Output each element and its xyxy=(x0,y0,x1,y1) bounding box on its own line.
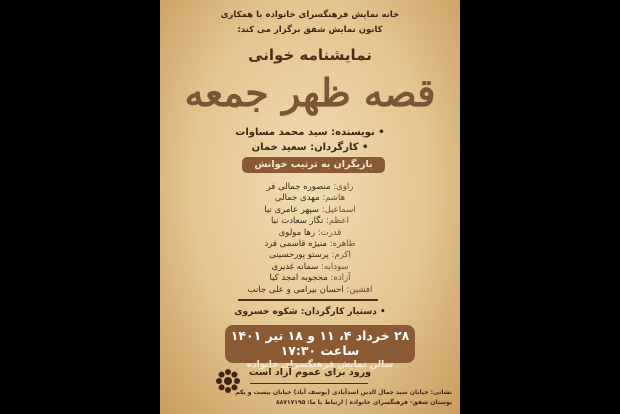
cast-role: سودابه: xyxy=(321,261,349,272)
cast-header: بازیگران به ترتیب خوانش xyxy=(242,157,385,173)
cast-role: راوی: xyxy=(333,182,354,192)
divider-2 xyxy=(250,383,368,384)
cast-name: رها مولوی xyxy=(278,227,316,238)
cast-name: نگار سعادت نیا xyxy=(271,216,324,227)
cast-name: منیژه قاسمی فرد xyxy=(264,239,327,249)
cast-role: هاشم: xyxy=(322,193,346,204)
date-box xyxy=(225,325,415,370)
cast-role: قدرت: xyxy=(317,227,342,238)
cast-role: اعظم: xyxy=(326,216,349,227)
cast-item xyxy=(160,250,460,260)
cast-item xyxy=(160,182,460,192)
venue: سالن نمایش فرهنگسرای خانواده xyxy=(246,360,394,370)
cast-role: اکرم: xyxy=(331,250,351,261)
poster-title: قصه ظهر جمعه xyxy=(184,70,436,115)
cast-role: آزاده: xyxy=(330,273,351,284)
cast-item xyxy=(160,205,460,215)
cast-item xyxy=(160,285,460,295)
cast-item xyxy=(160,216,460,226)
writer: • نویسنده: سید محمد مساوات xyxy=(235,127,385,138)
poster xyxy=(160,0,460,414)
intro-line-2: کانون نمایش شفق برگزار می کند: xyxy=(237,25,383,35)
cast-name: محجوبه امجد کیا xyxy=(269,273,328,284)
cast-name: پرستو پورحسینی xyxy=(269,250,329,261)
assistant-director: • دستیار کارگردان: شکوه خسروی xyxy=(234,307,386,317)
cast-name: سمانه غدیری xyxy=(271,261,319,272)
cast-name: احسان بیرامی و علی جانب xyxy=(247,284,344,295)
cast-name: سپهر عامری نیا xyxy=(264,204,320,215)
subtitle: نمایشنامه خوانی xyxy=(248,46,372,64)
divider xyxy=(238,299,378,301)
cast-role: افشین: xyxy=(346,284,373,295)
cast-item xyxy=(160,239,460,249)
address-line-1: نشانی: خیابان سید جمال الدین اسدآبادی (یوسف آباد) خیابان بیست و یکم xyxy=(235,389,452,396)
show-dates: ۲۸ خرداد ۴، ۱۱ و ۱۸ تیر ۱۴۰۱ ساعت ۱۷:۳۰ xyxy=(230,328,410,358)
entry-note: ورود برای عموم آزاد است xyxy=(248,367,372,378)
cast-item xyxy=(160,273,460,283)
director: • کارگردان: سعید خمان xyxy=(251,142,369,153)
cast-item xyxy=(160,193,460,203)
cast-role: طاهره: xyxy=(329,239,356,249)
address-line-2: بوستان شفق- فرهنگسرای خانواده | ارتباط با ما: ۸۸۷۱۷۱۹۵ xyxy=(275,399,452,406)
cast-item xyxy=(160,262,460,272)
cast-name: مهدی جمالی xyxy=(274,193,320,204)
cast-name: منصوره جمالی فر xyxy=(266,182,331,192)
intro-line-1: خانه نمایش فرهنگسرای خانواده با همکاری xyxy=(220,10,400,20)
cast-role: اسماعیل: xyxy=(321,204,356,215)
cast-item xyxy=(160,228,460,238)
